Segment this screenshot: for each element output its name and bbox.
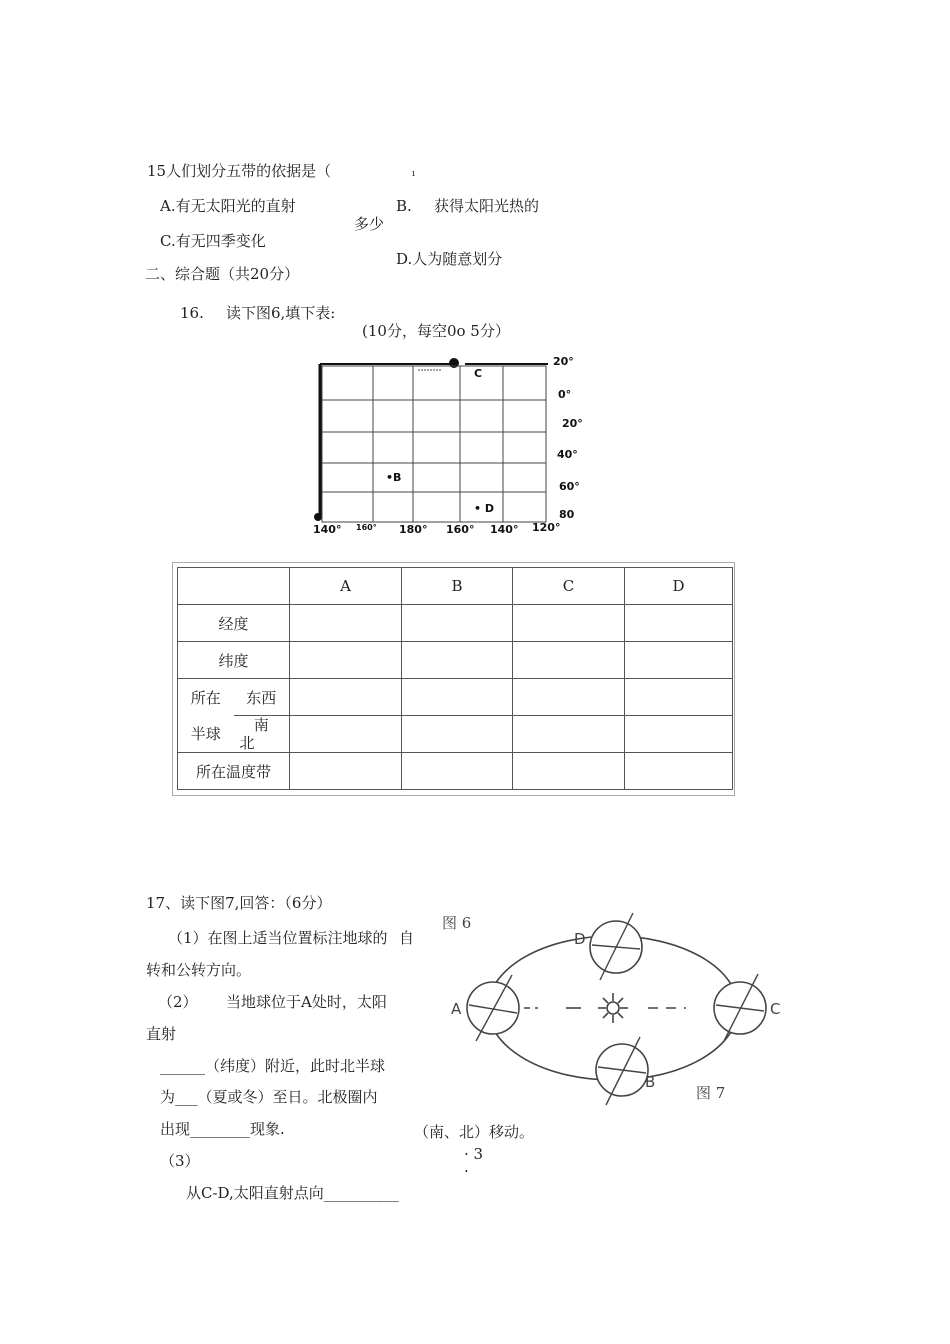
lon-label: 160° <box>446 523 475 536</box>
answer-cell[interactable] <box>625 605 733 642</box>
answer-cell[interactable] <box>513 716 625 753</box>
section-title: 二、综合题（共20分） <box>145 265 300 283</box>
lat-label: 80 <box>559 508 575 521</box>
lon-label: 180° <box>399 523 428 536</box>
q15-stem: 15人们划分五带的依据是（ <box>147 162 332 180</box>
answer-cell[interactable] <box>625 679 733 716</box>
q16-stem: 读下图6,填下表: <box>226 304 336 322</box>
q17-part2-line5: 出现________现象. <box>160 1120 285 1138</box>
table-row <box>178 642 733 679</box>
table-row <box>178 605 733 642</box>
q17-part2: 当地球位于A处时，太阳 <box>226 993 387 1011</box>
q17-part1: （1）在图上适当位置标注地球的 <box>168 929 388 947</box>
answer-cell[interactable] <box>290 679 402 716</box>
table-corner-cell <box>178 568 290 605</box>
q17-part2-line4: 为___（夏或冬）至日。北极圈内 <box>160 1088 378 1106</box>
answer-cell[interactable] <box>625 753 733 790</box>
lat-label: 0° <box>558 388 572 401</box>
col-header-c: C <box>513 568 625 605</box>
q16-number: 16. <box>180 304 204 322</box>
answer-cell[interactable] <box>290 605 402 642</box>
row-label-north-south <box>234 716 290 753</box>
q15-option-b-label: B. <box>396 197 412 215</box>
row-label-temperature-zone: 所在温度带 <box>178 753 290 790</box>
lat-label: 40° <box>557 448 578 461</box>
q15-option-b-cont: 多少 <box>354 215 385 233</box>
answer-cell[interactable] <box>513 642 625 679</box>
q15-mark: ı <box>412 169 415 179</box>
row-label-east-west: 东西 <box>234 679 290 716</box>
row-label-hemisphere <box>178 679 234 753</box>
answer-cell[interactable] <box>513 605 625 642</box>
orbit-label-d: D <box>574 930 586 948</box>
grid-svg <box>300 350 590 540</box>
hemisphere-label-bottom: 半球 <box>190 724 221 743</box>
q15-option-a: A.有无太阳光的直射 <box>160 197 296 215</box>
q17-part3: 从C-D,太阳直射点向__________ <box>186 1184 399 1202</box>
orbit-label-b: B <box>645 1073 656 1091</box>
q15-option-d: D.人为随意划分 <box>396 250 503 268</box>
orbit-svg <box>436 905 796 1120</box>
lon-label: 140° <box>490 523 519 536</box>
q17-part3-number: （3） <box>160 1152 200 1170</box>
point-d: • D <box>474 502 494 515</box>
answer-cell[interactable] <box>290 753 402 790</box>
col-header-b: B <box>402 568 513 605</box>
table-row <box>178 679 733 716</box>
q15-option-c: C.有无四季变化 <box>160 232 266 250</box>
table-row <box>178 753 733 790</box>
orbit-label-a: A <box>451 1000 462 1018</box>
answer-cell[interactable] <box>625 642 733 679</box>
fig6-caption: 图 6 <box>442 914 472 932</box>
answer-cell[interactable] <box>513 679 625 716</box>
row-label-longitude: 经度 <box>178 605 290 642</box>
table-header-row <box>178 568 733 605</box>
answer-table <box>177 567 733 790</box>
answer-cell[interactable] <box>402 716 513 753</box>
answer-cell[interactable] <box>513 753 625 790</box>
q17-stem: 17、读下图7,回答：（6分） <box>146 894 332 912</box>
page-number: · 3 <box>464 1145 484 1163</box>
answer-cell[interactable] <box>402 679 513 716</box>
row-label-latitude: 纬度 <box>178 642 290 679</box>
q17-part1-cont: 转和公转方向。 <box>146 961 252 979</box>
answer-cell[interactable] <box>402 753 513 790</box>
answer-cell[interactable] <box>625 716 733 753</box>
col-header-d: D <box>625 568 733 605</box>
answer-cell[interactable] <box>290 642 402 679</box>
point-c: C <box>474 367 483 380</box>
q15-option-b: 获得太阳光热的 <box>434 197 540 215</box>
lat-label: 20° <box>562 417 583 430</box>
hemisphere-label-top: 所在 <box>190 688 221 707</box>
q17-part3-tail: （南、北）移动。 <box>414 1123 535 1141</box>
ns-label-bottom: 北 <box>239 734 255 752</box>
q16-score: (10分，每空0o 5分） <box>362 322 510 340</box>
lat-label: 60° <box>559 480 580 493</box>
point-b: •B <box>386 471 402 484</box>
lon-label: 120° <box>532 521 561 534</box>
page-dot: · <box>464 1162 469 1180</box>
q17-part2-cont: 直射 <box>146 1025 177 1043</box>
lon-label: 160° <box>356 523 377 532</box>
q17-part2-line3: ______（纬度）附近，此时北半球 <box>160 1057 386 1075</box>
q17-part1-tail: 自 <box>399 929 415 947</box>
col-header-a: A <box>290 568 402 605</box>
table-row <box>178 716 733 753</box>
answer-cell[interactable] <box>402 605 513 642</box>
answer-cell[interactable] <box>402 642 513 679</box>
lon-label: 140° <box>313 523 342 536</box>
orbit-label-c: C <box>770 1000 781 1018</box>
lat-label: 20° <box>553 355 574 368</box>
ns-label-top: 南 <box>253 716 269 734</box>
q17-part2-number: （2） <box>158 993 198 1011</box>
answer-cell[interactable] <box>290 716 402 753</box>
fig7-caption: 图 7 <box>696 1084 726 1102</box>
